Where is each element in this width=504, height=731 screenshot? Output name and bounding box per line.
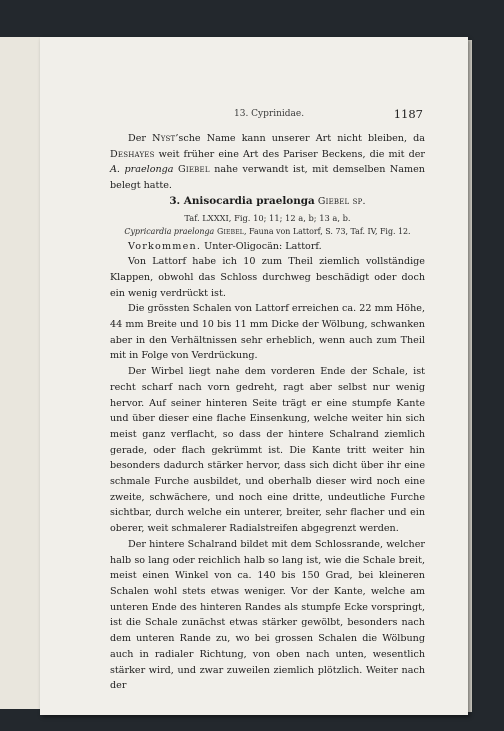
paragraph-intro: Der Nyst’sche Name kann unserer Art nicht bleiben, da Deshayes weit früher eine Art des Pariser Beckens, die mit der A. praelonga Giebel nahe verwandt ist, mit demselben Namen belegt hatte. bbox=[110, 133, 425, 192]
plate-reference: Taf. LXXXI, Fig. 10; 11; 12 a, b; 13 a, b. bbox=[184, 212, 351, 223]
page-number: 1187 bbox=[393, 107, 423, 121]
paragraph: Der hintere Schalrand bildet mit dem Schlossrande, welcher halb so lang oder reichlich halb so lang ist, wie die Schale breit, meist einen Winkel von ca. 140 bis 150 Grad, bei kleineren Schalen wohl stets etwas weniger. Vor der Kante, welche am unteren Ende des hinteren Randes als stumpfe Ecke vorspringt, ist die Schale zunächst etwas stärker gewölbt, besonders nach dem unteren Rande zu, wo bei grossen Schalen die Wölbung auch in radialer Richtung, von oben nach unten, wesentlich stärker wird, und zwar zuweilen ziemlich plötzlich. Weiter nach der bbox=[110, 538, 425, 692]
paragraph: Die grössten Schalen von Lattorf erreichen ca. 22 mm Höhe, 44 mm Breite und 10 bis 11 mm Dicke der Wölbung, schwanken aber in den Verhältnissen sehr erheblich, wenn auch zum Theil mit in Folge von Verdrückung. bbox=[110, 303, 425, 362]
synonym-line: Cypricardia praelonga Giebel, Fauna von Lattorf, S. 73, Taf. IV, Fig. 12. bbox=[124, 227, 411, 237]
book-page bbox=[40, 37, 468, 715]
paragraph: Der Wirbel liegt nahe dem vorderen Ende der Schale, ist recht scharf nach vorn gedreht, ragt aber selbst nur wenig hervor. Auf seiner hinteren Seite trägt er eine stumpfe Kante und über dieser eine flache Einsenkung, welche weiter hin sich meist ganz verflacht, so dass der hintere Schalrand ziemlich gerade, oder flach gekrümmt ist. Die Kante tritt weiter hin besonders dadurch stärker hervor, dass sich dicht über ihr eine schmale Furche ausbildet, und oberhalb dieser wird noch eine zweite, schwächere, und noch eine dritte, undeutliche Furche sichtbar, durch welche ein unterer, breiter, sehr flacher und ein oberer, weit schmalerer Radialstreifen abgegrenzt werden. bbox=[110, 366, 425, 535]
page-stack-edge bbox=[468, 40, 472, 712]
occurrence-line: Vorkommen. Unter-Oligocän: Lattorf. bbox=[128, 240, 322, 252]
running-title: 13. Cyprinidae. bbox=[234, 109, 305, 119]
running-header bbox=[40, 109, 468, 123]
body-text bbox=[110, 131, 425, 694]
species-heading: 3. Anisocardia praelonga Giebel sp. bbox=[169, 194, 366, 207]
paragraph: Von Lattorf habe ich 10 zum Theil ziemlich vollständige Klappen, obwohl das Schloss durchweg beschädigt oder doch ein wenig verdrückt ist. bbox=[110, 256, 425, 299]
facing-page-edge bbox=[0, 37, 41, 709]
